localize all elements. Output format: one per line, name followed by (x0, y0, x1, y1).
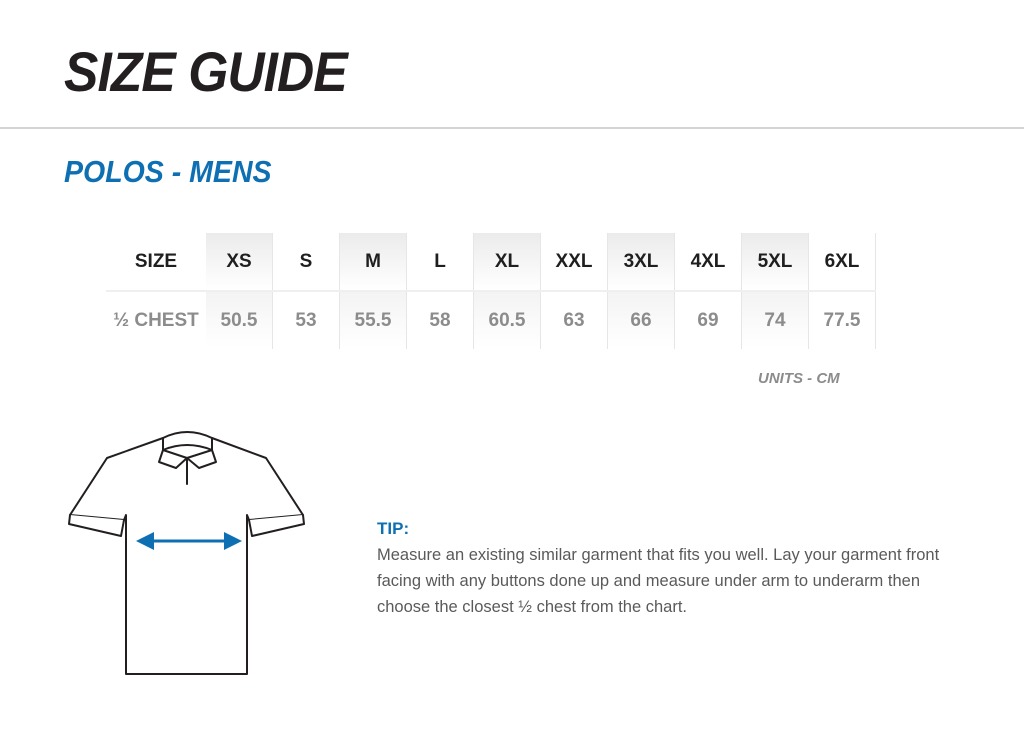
chest-row (106, 291, 876, 349)
chest-value-xl: 60.5 (474, 291, 541, 349)
size-s-header: S (273, 233, 340, 291)
chest-value-xs: 50.5 (206, 291, 273, 349)
chest-value-5xl: 74 (742, 291, 809, 349)
chest-value-l: 58 (407, 291, 474, 349)
chest-value-m: 55.5 (340, 291, 407, 349)
size-5xl-header: 5XL (742, 233, 809, 291)
chest-value-xxl: 63 (541, 291, 608, 349)
chest-value-6xl: 77.5 (809, 291, 876, 349)
chest-value-3xl: 66 (608, 291, 675, 349)
chest-value-s: 53 (273, 291, 340, 349)
polo-shirt-icon (66, 422, 310, 678)
size-xxl-header: XXL (541, 233, 608, 291)
size-6xl-header: 6XL (809, 233, 876, 291)
size-header-label: SIZE (134, 250, 178, 272)
size-xs-header: XS (206, 233, 273, 291)
chest-value-4xl: 69 (675, 291, 742, 349)
size-3xl-header: 3XL (608, 233, 675, 291)
page-title: SIZE GUIDE (64, 40, 347, 103)
size-4xl-header: 4XL (675, 233, 742, 291)
size-m-header: M (340, 233, 407, 291)
chest-row-label: ½ CHEST (106, 291, 206, 349)
section-subtitle: POLOS - MENS (64, 154, 272, 189)
size-chart-table (106, 233, 876, 349)
tip-label: TIP: (377, 519, 410, 538)
tip-text: Measure an existing similar garment that fits you well. Lay your garment front facing with any buttons done up and measure under arm to underarm then choose the closest ½ chest from the chart. (377, 546, 940, 616)
size-xl-header: XL (474, 233, 541, 291)
units-note: UNITS - CM (758, 370, 840, 387)
header-divider (0, 127, 1024, 129)
size-l-header: L (407, 233, 474, 291)
size-header-row (106, 233, 876, 291)
